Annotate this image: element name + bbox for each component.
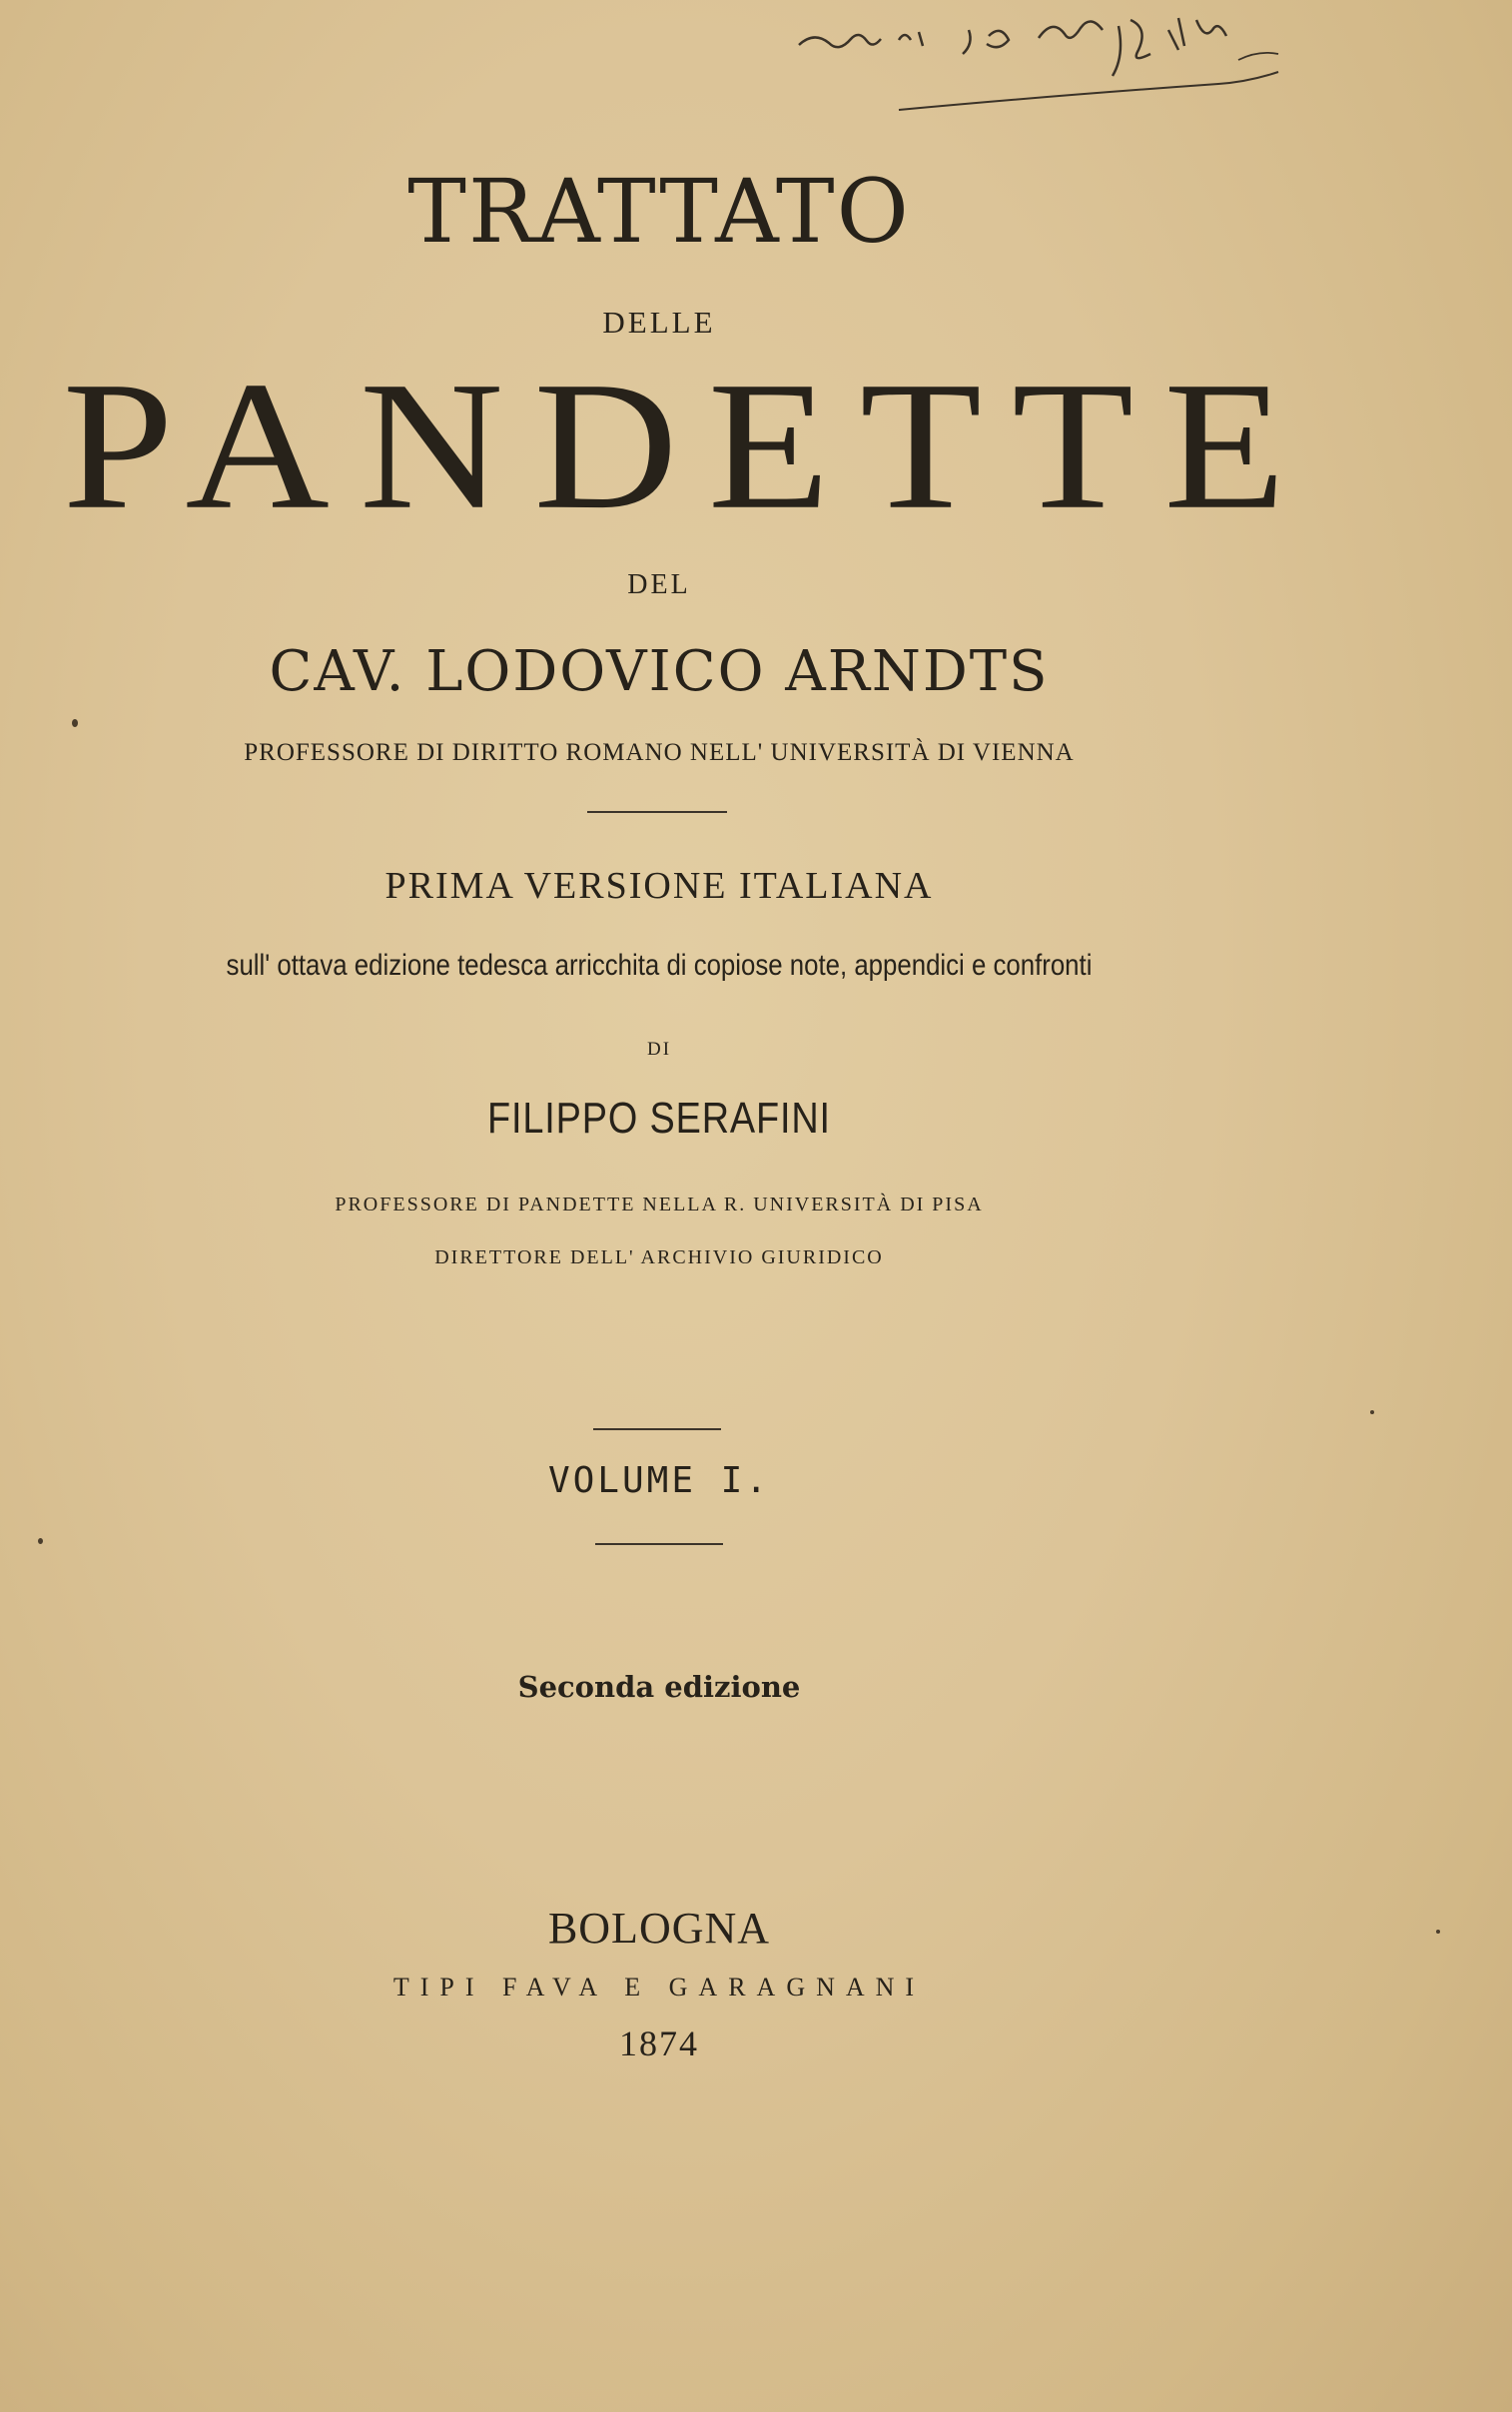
edition-by: DI [646, 1039, 672, 1060]
author-role: PROFESSORE DI DIRITTO ROMANO NELL' UNIVERSITÀ DI VIENNA [244, 739, 1075, 766]
translator-role-2: DIRETTORE DELL' ARCHIVIO GIURIDICO [434, 1246, 884, 1268]
title-trattato: TRATTATO [407, 160, 911, 263]
translator-role-1: PROFESSORE DI PANDETTE NELLA R. UNIVERSITÀ DI PISA [335, 1194, 984, 1215]
translator-name: FILIPPO SERAFINI [487, 1094, 831, 1143]
imprint-year: 1874 [619, 2023, 699, 2063]
volume-number: VOLUME I. [547, 1460, 771, 1501]
title-delle: DELLE [602, 305, 716, 340]
imprint-printer: TIPI FAVA E GARAGNANI [392, 1973, 926, 2002]
edition-description: sull' ottava edizione tedesca arricchita di copiose note, appendici e confronti [226, 949, 1093, 982]
paper-speck [72, 719, 78, 727]
edition-version: PRIMA VERSIONE ITALIANA [384, 865, 934, 907]
paper-speck [38, 1538, 43, 1544]
title-del: DEL [627, 569, 691, 600]
divider-rule [587, 811, 727, 813]
title-pandette: PANDETTE [62, 344, 1316, 548]
author-name: CAV. LODOVICO ARNDTS [269, 639, 1050, 704]
handwritten-inscription [779, 0, 1458, 130]
divider-rule [593, 1428, 721, 1430]
edition-label: Seconda edizione [517, 1670, 801, 1704]
imprint-city: BOLOGNA [547, 1904, 771, 1953]
paper-speck [1370, 1410, 1374, 1414]
divider-rule [595, 1543, 723, 1545]
paper-speck [1436, 1930, 1440, 1934]
